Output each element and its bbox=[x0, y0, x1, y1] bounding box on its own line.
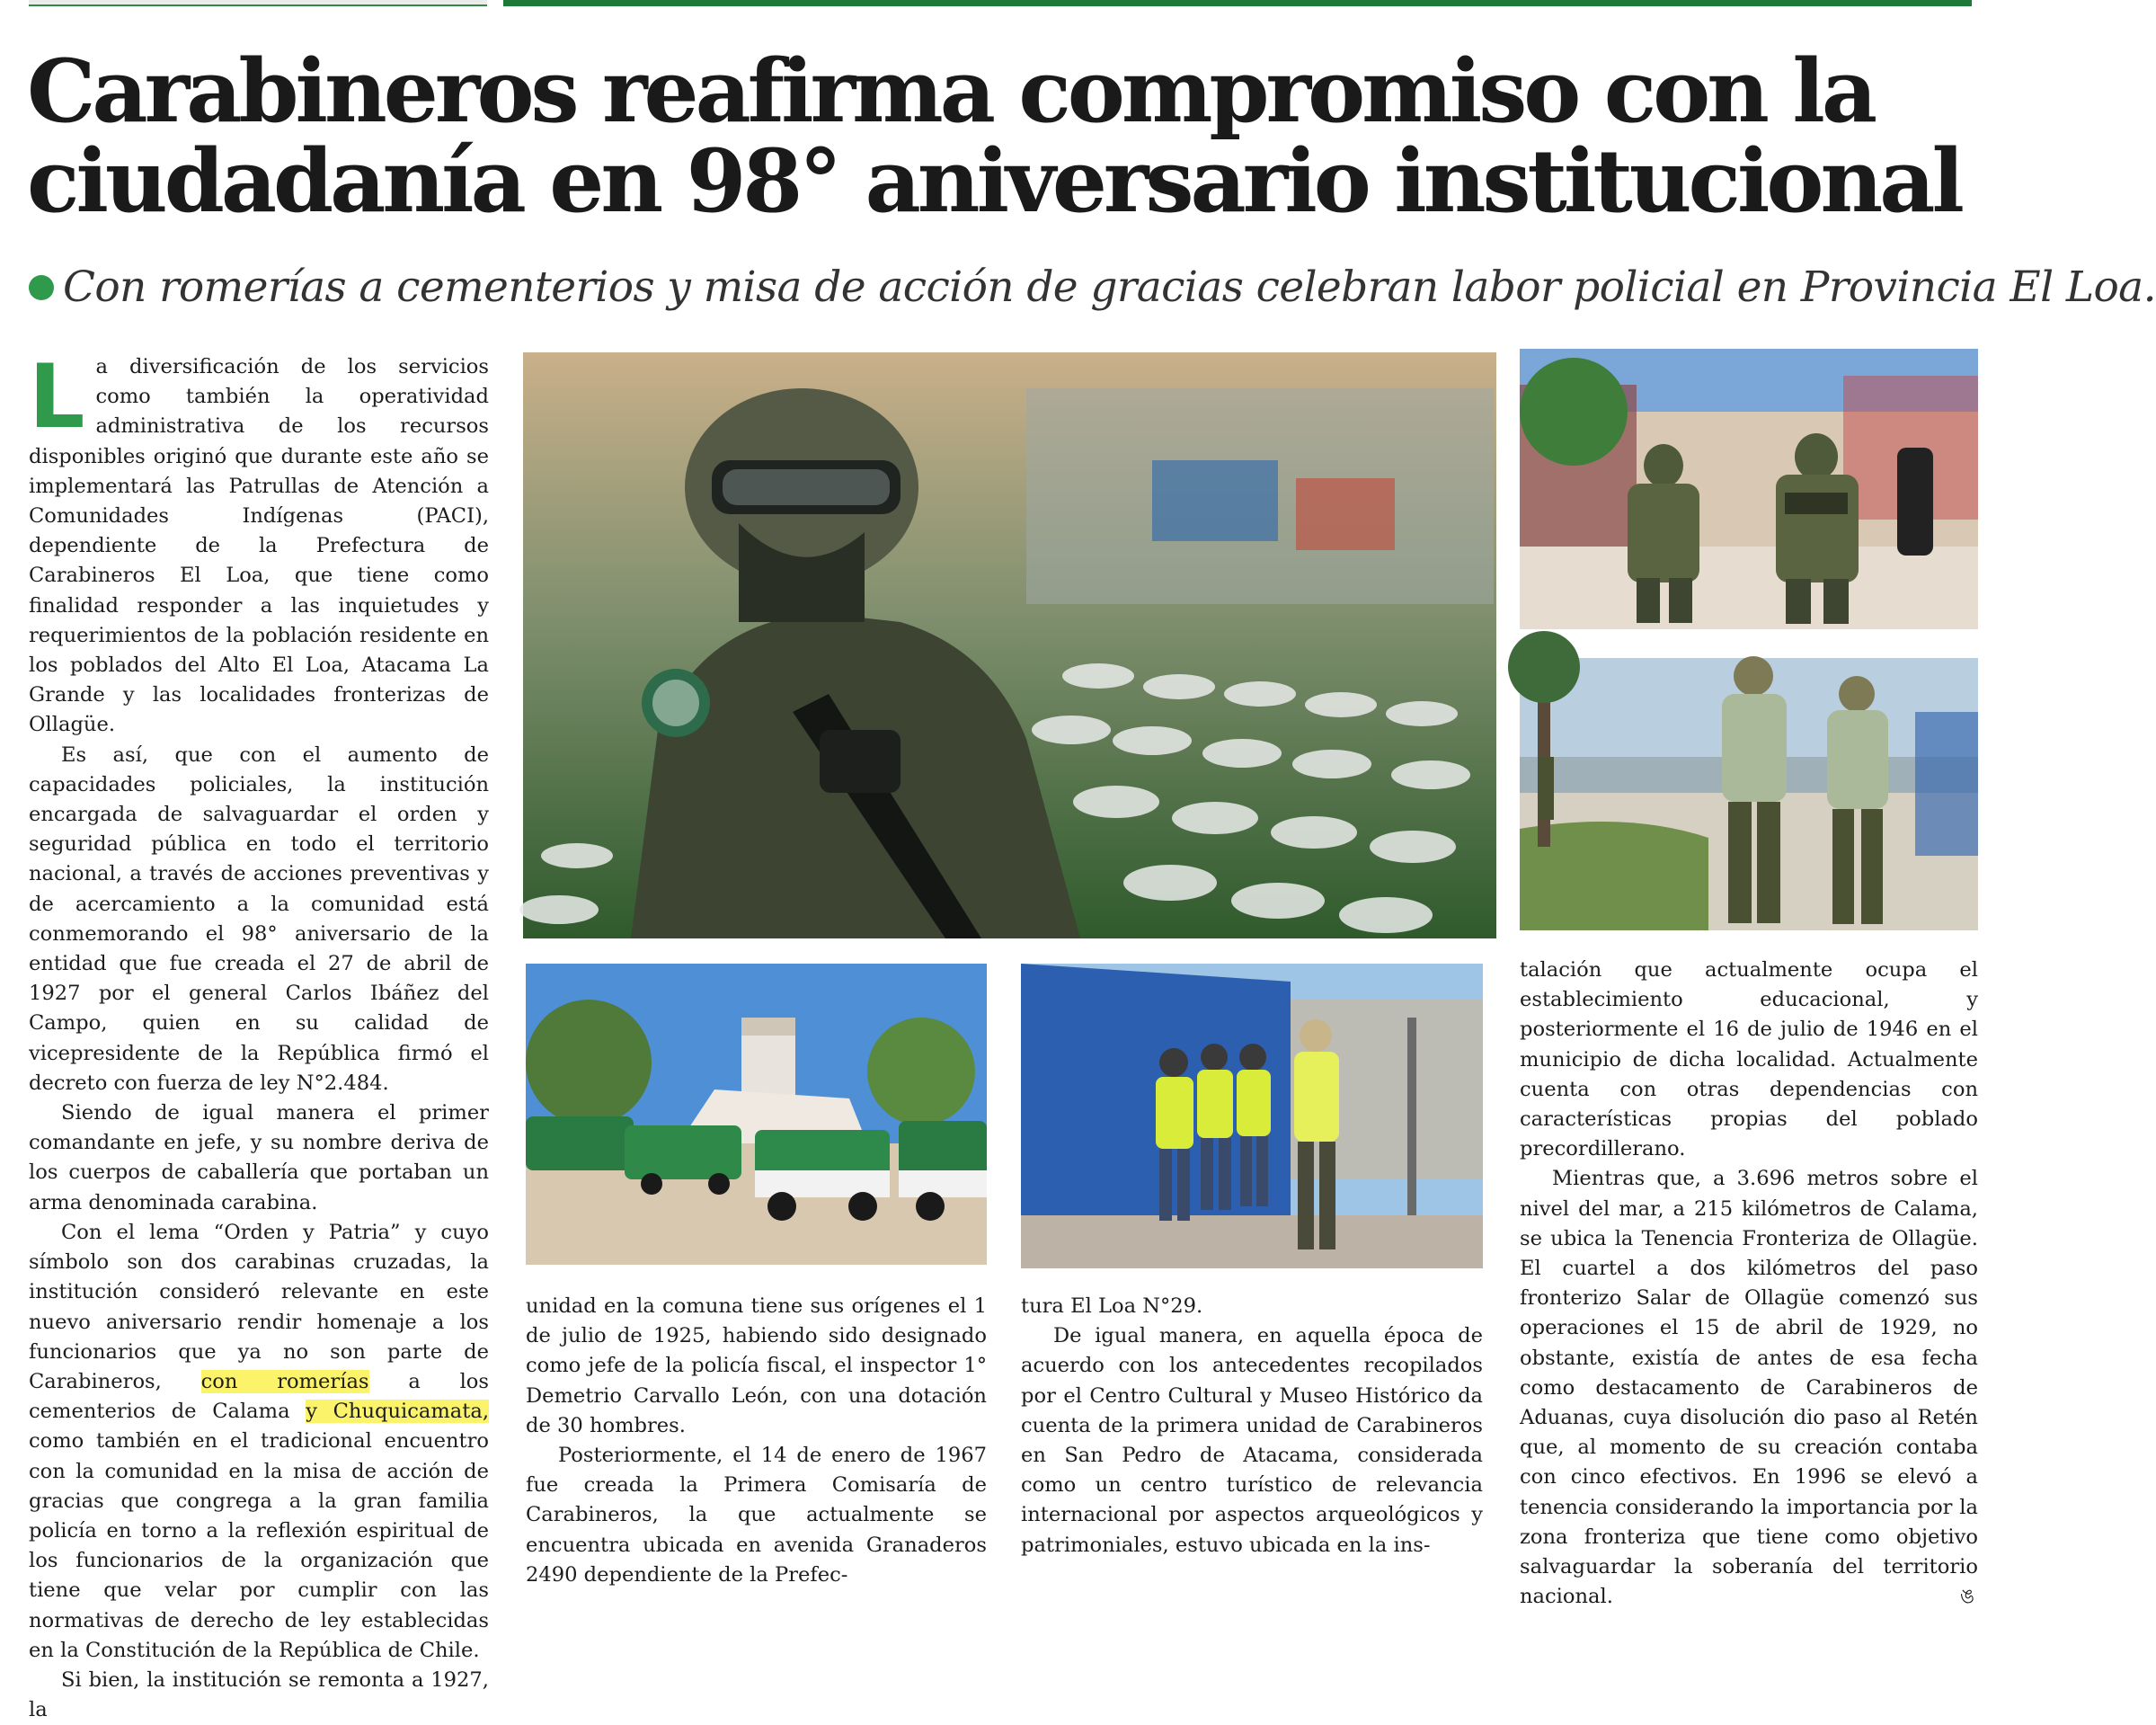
column-4 bbox=[1520, 956, 1978, 1612]
subhead: Con romerías a cementerios y misa de acción de gracias celebran labor policial en Provincia El Loa. bbox=[63, 262, 2156, 312]
column-1 bbox=[29, 346, 490, 1725]
photo-main bbox=[523, 352, 1496, 938]
photo-police-trucks-icon bbox=[526, 964, 987, 1265]
column-3 bbox=[1021, 1292, 1483, 1561]
paragraph: De igual manera, en aquella época de acuerdo con los antecedentes recopilados por el Centro Cultural y Museo Histórico da cuenta de la primera unidad de Carabineros en San Pedro de Atacama, considerada como un centro turístico de relevancia internacional por aspectos arqueológicos y patrimoniales, estuvo ubicada en la ins- bbox=[1021, 1324, 1483, 1557]
paragraph: unidad en la comuna tiene sus orígenes el 1 de julio de 1925, habiendo sido designado como jefe de la policía fiscal, el inspector 1° Demetrio Carvallo León, con una dotación de 30 hombres. bbox=[526, 1294, 987, 1437]
paragraph: La diversificación de los servicios como también la operatividad administrativa de los recursos disponibles originó que durante este año se implementará las Patrullas de Atención a Comunidades Indígenas (PACI), dependiente de la Prefectura de Carabineros El Loa, que tiene como finalidad responder a las inquietudes y requerimientos de la población residente en los poblados del Alto El Loa, Atacama La Grande y las localidades fronterizas de Ollagüe. bbox=[29, 346, 489, 737]
paragraph: Con el lema “Orden y Patria” y cuyo símbolo son dos carabinas cruzadas, la institución consideró relevante en este nuevo aniversario rendir homenaje a los funcionarios que ya no son parte de Carabineros, con romerías a los cementerios de Calama y Chuquicamata, como también en el tradicional encuentro con la comunidad en la misa de acción de gracias que congrega a la gran familia policía en torno a la reflexión espiritual de los funcionarios de la organización que tiene que velar por cumplir con las normativas de derecho de ley establecidas en la Constitución de la República de Chile. bbox=[29, 1220, 490, 1662]
photo-mid-right bbox=[1520, 658, 1978, 930]
paragraph: Siendo de igual manera el primer comandante en jefe, y su nombre deriva de los cuerpos de caballería que portaban un arma denominada carabina. bbox=[29, 1101, 489, 1214]
paragraph: Es así, que con el aumento de capacidades policiales, la institución encargada de salvaguardar el orden y seguridad pública en todo el territorio nacional, a través de acciones preventivas y de acercamiento a la comunidad está conmemorando el 98° aniversario de la entidad que fue creada el 27 de abril de 1927 por el general Carlos Ibáñez del Campo, quien en su calidad de vicepresidente de la República firmó el decreto con fuerza de ley N°2.484. bbox=[29, 742, 489, 1095]
photo-bottom-left bbox=[526, 964, 987, 1265]
paragraph: Posteriormente, el 14 de enero de 1967 fue creada la Primera Comisaría de Carabineros, la que actualmente se encuentra ubicada en avenida Granaderos 2490 dependiente de la Prefec- bbox=[526, 1444, 987, 1587]
headline-line-1: Carabineros reafirma compromiso con la bbox=[27, 40, 1875, 142]
highlight: con romerías bbox=[200, 1369, 369, 1393]
headline bbox=[27, 40, 1977, 232]
end-mark-icon: ঙ bbox=[1959, 1586, 1974, 1609]
paragraph: tura El Loa N°29. bbox=[1021, 1294, 1203, 1318]
photo-street-patrol-icon bbox=[1520, 349, 1978, 629]
paragraph: Si bien, la institución se remonta a 1927, la bbox=[29, 1667, 489, 1722]
drop-cap: L bbox=[29, 346, 85, 449]
top-rule-left bbox=[29, 0, 487, 6]
top-rule-right bbox=[503, 0, 1972, 6]
photo-top-right bbox=[1520, 349, 1978, 629]
photo-officer-students-icon bbox=[1021, 964, 1483, 1268]
highlight: y Chuquicamata, bbox=[306, 1400, 490, 1424]
column-2 bbox=[526, 1292, 987, 1590]
headline-line-2: ciudadanía en 98° aniversario institucional bbox=[27, 130, 1961, 232]
bullet-dot-icon bbox=[29, 275, 54, 300]
paragraph: talación que actualmente ocupa el establecimiento educacional, y posteriormente el 16 de julio de 1946 en el municipio de dicha localidad. Actualmente cuenta con otras dependencias con características propias del poblado precordillerano. bbox=[1520, 958, 1978, 1161]
paragraph: Mientras que, a 3.696 metros sobre el nivel del mar, a 215 kilómetros de Calama, se ubica la Tenencia Fronteriza de Ollagüe. El cuartel a dos kilómetros del paso fronterizo Salar de Ollagüe comenzó sus operaciones el 15 de abril de 1929, no obstante, existía de antes de esa fecha como destacamento de Carabineros de Aduanas, cuya disolución dio paso al Retén que, al momento de su creación contaba con cinco efectivos. En 1996 se elevó a tenencia considerando la importancia por la zona fronteriza que tiene como objetivo salvaguardar la soberanía del territorio nacional. ঙ bbox=[1520, 1164, 1978, 1612]
photo-coast-patrol-icon bbox=[1520, 658, 1978, 930]
photo-officer-rifle-icon bbox=[523, 352, 1496, 938]
photo-bottom-mid bbox=[1021, 964, 1483, 1268]
